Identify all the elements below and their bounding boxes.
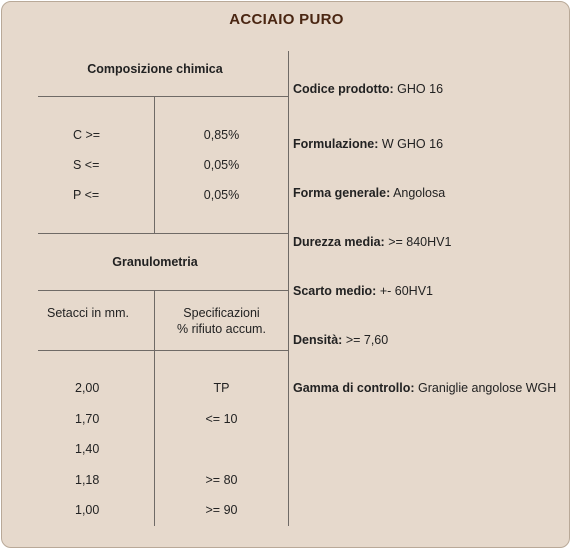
property-label: Formulazione: (293, 137, 379, 151)
composition-element: C >= (73, 128, 101, 142)
composition-element: S <= (73, 158, 100, 172)
property-general-shape (293, 185, 563, 201)
spec-header-line2: % rifiuto accum. (177, 322, 266, 336)
property-label: Durezza media: (293, 235, 385, 249)
composition-element: P <= (73, 188, 100, 202)
property-average-hardness (293, 234, 563, 250)
property-label: Codice prodotto: (293, 82, 394, 96)
property-control-range (293, 380, 563, 396)
property-value: Graniglie angolose WGH (418, 381, 557, 395)
granulometry-heading-rule (38, 290, 288, 291)
sieve-size: 1,00 (75, 503, 100, 517)
composition-value: 0,05% (203, 188, 240, 202)
property-label: Scarto medio: (293, 284, 377, 298)
property-value: >= 840HV1 (388, 235, 452, 249)
page-title: ACCIAIO PURO (229, 11, 344, 28)
property-label: Densità: (293, 333, 343, 347)
granulometry-top-rule (38, 233, 288, 234)
composition-value: 0,85% (203, 128, 240, 142)
sieve-spec: <= 10 (205, 412, 238, 426)
composition-value: 0,05% (203, 158, 240, 172)
sieve-spec: TP (213, 381, 230, 395)
composition-heading-rule (38, 96, 288, 97)
property-product-code (293, 81, 563, 97)
sieve-column-header: Setacci in mm. (47, 306, 129, 320)
property-value: Angolosa (393, 186, 446, 200)
spec-column-header (155, 305, 288, 337)
property-average-deviation (293, 283, 563, 299)
property-value: GHO 16 (397, 82, 444, 96)
sieve-size: 1,40 (75, 442, 100, 456)
sieve-size: 2,00 (75, 381, 100, 395)
composition-heading: Composizione chimica (87, 62, 223, 76)
sieve-spec: >= 90 (205, 503, 238, 517)
sieve-size: 1,70 (75, 412, 100, 426)
granulometry-heading: Granulometria (112, 255, 198, 269)
property-density (293, 332, 563, 348)
sieve-spec: >= 80 (205, 473, 238, 487)
property-value: +- 60HV1 (379, 284, 433, 298)
property-label: Gamma di controllo: (293, 381, 415, 395)
sieve-size: 1,18 (75, 473, 100, 487)
spec-header-line1: Specificazioni (183, 306, 260, 320)
main-divider (288, 51, 289, 526)
granulometry-header-rule (38, 350, 288, 351)
property-value: >= 7,60 (345, 333, 389, 347)
property-formulation (293, 136, 563, 152)
property-value: W GHO 16 (381, 137, 444, 151)
property-label: Forma generale: (293, 186, 391, 200)
